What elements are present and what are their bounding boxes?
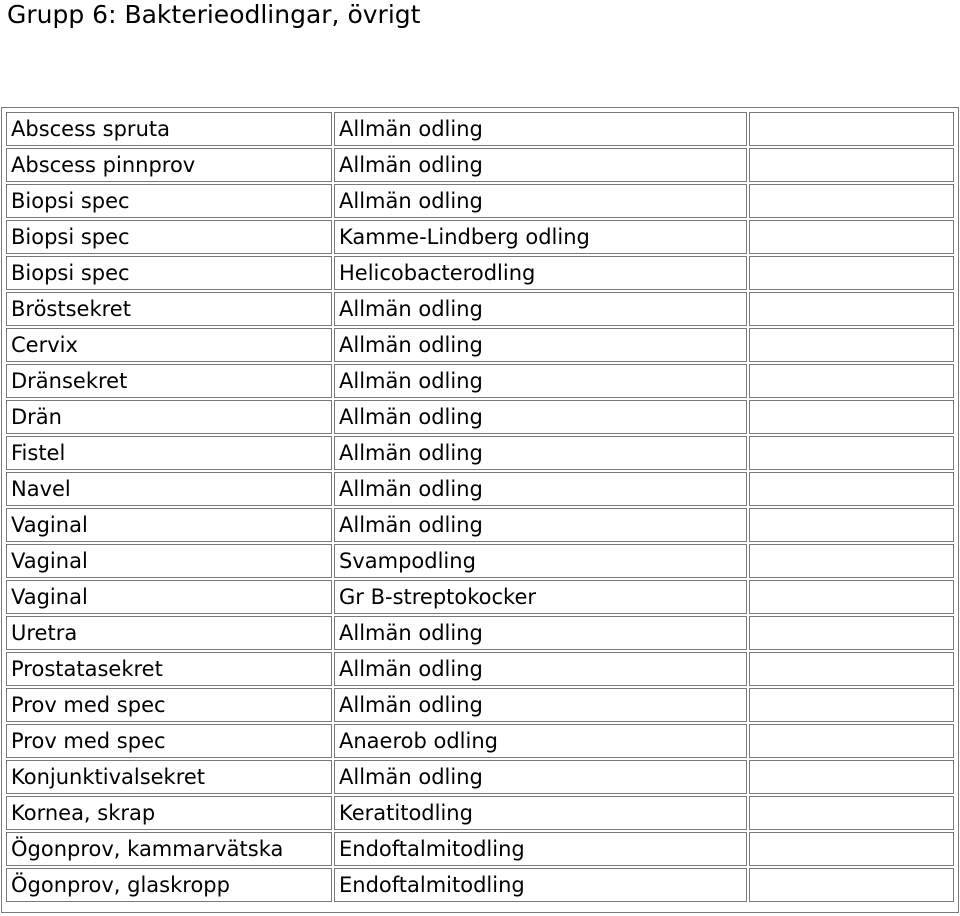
note-cell <box>749 184 954 218</box>
sample-cell: Vaginal <box>6 544 332 578</box>
table-row <box>6 256 954 290</box>
culture-cell: Allmän odling <box>334 472 747 506</box>
note-cell <box>749 832 954 866</box>
sample-cell: Cervix <box>6 328 332 362</box>
table-row <box>6 796 954 830</box>
note-cell <box>749 436 954 470</box>
culture-cell: Gr B-streptokocker <box>334 580 747 614</box>
note-cell <box>749 544 954 578</box>
sample-cell: Biopsi spec <box>6 184 332 218</box>
culture-cell: Helicobacterodling <box>334 256 747 290</box>
table-row <box>6 652 954 686</box>
table-row <box>6 292 954 326</box>
note-cell <box>749 220 954 254</box>
culture-cell: Kamme-Lindberg odling <box>334 220 747 254</box>
note-cell <box>749 688 954 722</box>
table-row <box>6 616 954 650</box>
table-row <box>6 688 954 722</box>
sample-cell: Prov med spec <box>6 688 332 722</box>
sample-cell: Ögonprov, glaskropp <box>6 868 332 902</box>
sample-cell: Abscess pinnprov <box>6 148 332 182</box>
note-cell <box>749 256 954 290</box>
culture-cell: Anaerob odling <box>334 724 747 758</box>
culture-table-frame <box>1 107 959 913</box>
table-row <box>6 436 954 470</box>
culture-cell: Allmän odling <box>334 364 747 398</box>
sample-cell: Konjunktivalsekret <box>6 760 332 794</box>
table-row <box>6 868 954 902</box>
culture-cell: Allmän odling <box>334 436 747 470</box>
table-row <box>6 508 954 542</box>
page-title: Grupp 6: Bakterieodlingar, övrigt <box>7 0 421 29</box>
sample-cell: Prostatasekret <box>6 652 332 686</box>
sample-cell: Navel <box>6 472 332 506</box>
note-cell <box>749 796 954 830</box>
table-row <box>6 112 954 146</box>
table-row <box>6 364 954 398</box>
note-cell <box>749 472 954 506</box>
culture-cell: Endoftalmitodling <box>334 868 747 902</box>
table-row <box>6 472 954 506</box>
table-row <box>6 328 954 362</box>
sample-cell: Vaginal <box>6 580 332 614</box>
culture-cell: Endoftalmitodling <box>334 832 747 866</box>
culture-cell: Allmän odling <box>334 616 747 650</box>
sample-cell: Dränsekret <box>6 364 332 398</box>
note-cell <box>749 112 954 146</box>
culture-cell: Allmän odling <box>334 760 747 794</box>
culture-cell: Allmän odling <box>334 112 747 146</box>
table-row <box>6 832 954 866</box>
sample-cell: Prov med spec <box>6 724 332 758</box>
sample-cell: Drän <box>6 400 332 434</box>
culture-cell: Allmän odling <box>334 652 747 686</box>
sample-cell: Fistel <box>6 436 332 470</box>
sample-cell: Uretra <box>6 616 332 650</box>
note-cell <box>749 760 954 794</box>
note-cell <box>749 652 954 686</box>
culture-cell: Allmän odling <box>334 508 747 542</box>
table-row <box>6 184 954 218</box>
sample-cell: Bröstsekret <box>6 292 332 326</box>
sample-cell: Ögonprov, kammarvätska <box>6 832 332 866</box>
culture-cell: Allmän odling <box>334 292 747 326</box>
note-cell <box>749 328 954 362</box>
table-row <box>6 580 954 614</box>
sample-cell: Kornea, skrap <box>6 796 332 830</box>
culture-table <box>4 110 956 904</box>
culture-cell: Allmän odling <box>334 688 747 722</box>
note-cell <box>749 364 954 398</box>
table-row <box>6 544 954 578</box>
sample-cell: Biopsi spec <box>6 256 332 290</box>
table-row <box>6 724 954 758</box>
table-row <box>6 760 954 794</box>
culture-cell: Allmän odling <box>334 148 747 182</box>
table-row <box>6 400 954 434</box>
culture-cell: Keratitodling <box>334 796 747 830</box>
culture-cell: Allmän odling <box>334 328 747 362</box>
sample-cell: Abscess spruta <box>6 112 332 146</box>
note-cell <box>749 616 954 650</box>
culture-cell: Allmän odling <box>334 400 747 434</box>
note-cell <box>749 868 954 902</box>
culture-cell: Svampodling <box>334 544 747 578</box>
table-row <box>6 148 954 182</box>
note-cell <box>749 292 954 326</box>
note-cell <box>749 580 954 614</box>
table-row <box>6 220 954 254</box>
sample-cell: Vaginal <box>6 508 332 542</box>
note-cell <box>749 400 954 434</box>
note-cell <box>749 724 954 758</box>
note-cell <box>749 508 954 542</box>
culture-table-body <box>6 112 954 902</box>
sample-cell: Biopsi spec <box>6 220 332 254</box>
note-cell <box>749 148 954 182</box>
culture-cell: Allmän odling <box>334 184 747 218</box>
